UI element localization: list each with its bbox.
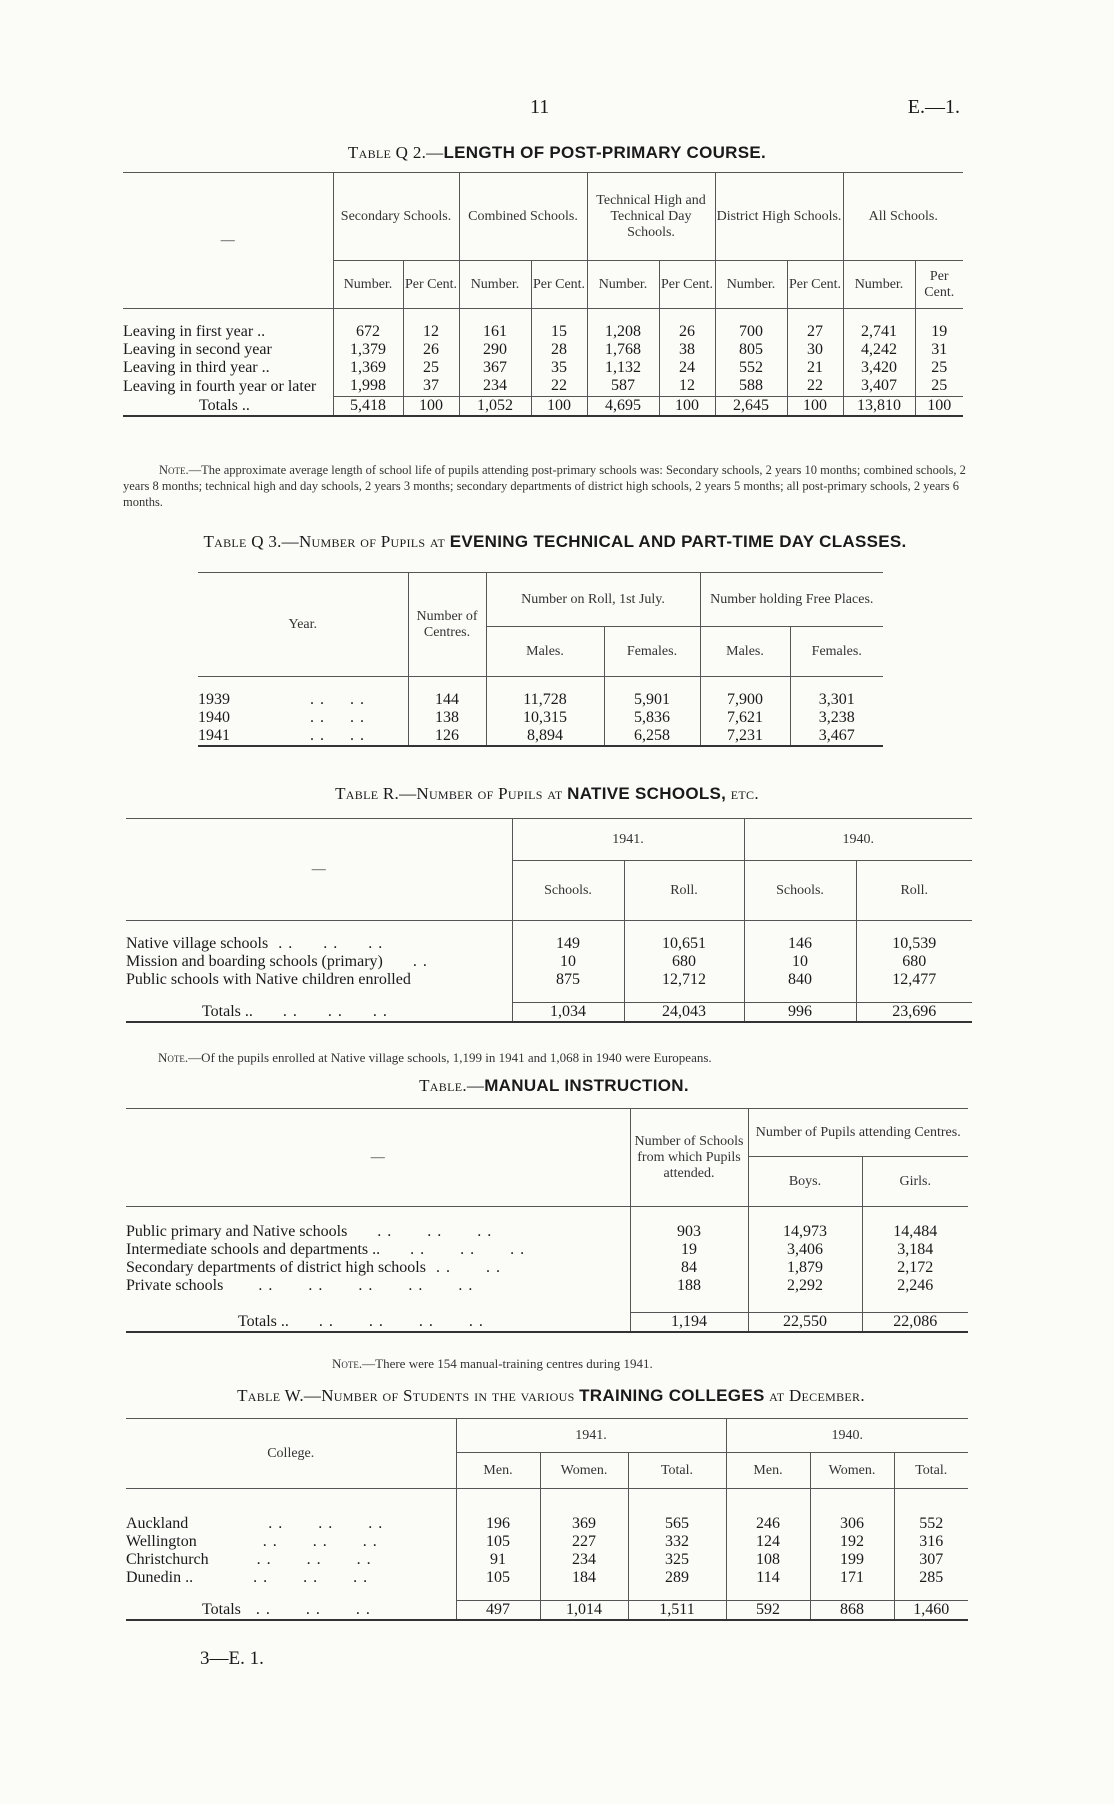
table-row: Leaving in second year 1,379 26 290 28 1,768 38 805 30 4,242 31 [123,341,963,359]
table-row: 1941 . . . . 126 8,894 6,258 7,231 3,467 [198,727,883,746]
page-number: 11 [530,96,550,118]
table-row: Public schools with Native children enrolled 875 12,712 840 12,477 [126,971,972,989]
table-q2-title: Table Q 2.—LENGTH OF POST-PRIMARY COURSE. [347,143,767,162]
table-row: Leaving in first year .. 672 12 161 15 1,208 26 700 27 2,741 19 [123,323,963,341]
w-college-header: College. [126,1419,456,1489]
table-row: Wellington . . . . . . 105 227 332 124 192 316 [126,1533,968,1551]
table-row: Mission and boarding schools (primary) . . 10 680 10 680 [126,953,972,971]
table-row: Intermediate schools and departments .. . . . . . . 19 3,406 3,184 [126,1241,968,1259]
table-row: Dunedin .. . . . . . . 105 184 289 114 171 285 [126,1569,968,1587]
q2-group-district: District High Schools. [715,173,843,261]
q2-group-combined: Combined Schools. [459,173,587,261]
table-manual: — Number of Schools from which Pupils attended. Number of Pupils attending Centres. Boys. Girls. Public primary and Native schools . . . . . . 903 14,973 14,484 Intermediate schools and departments .. . . . . . . 19 3,406 3,184 Secondary departments of district high schools . . . . 84 1,879 2,172 Private schools . . . . . . . . . . 188 2,292 2,246 Totals .. . . . . . . . . 1,194 22,550 22,086 [126,1108,968,1333]
table-r-title: Table R.—Number of Pupils at NATIVE SCHOOLS, etc. [335,784,759,803]
totals-row: Totals .. . . . . . . 1,034 24,043 996 23,696 [126,1003,972,1023]
manual-pupils-header: Number of Pupils attending Centres. [748,1109,968,1157]
page-reference: E.—1. [907,96,960,118]
table-q2 [123,172,963,417]
manual-schools-header: Number of Schools from which Pupils attended. [630,1109,748,1207]
table-row: 1939 . . . . 144 11,728 5,901 7,900 3,301 [198,691,883,709]
w-year-1941: 1941. [456,1419,726,1453]
table-w: College. 1941. 1940. Men. Women. Total. Men. Women. Total. Auckland . . . . . . 196 369 565 246 306 552 Wellington . . . . . . 105 227 332 124 192 316 Christchurch . . . . . . 91 234 325 108 199 307 Dunedin .. . . . . . . 105 184 289 114 171 285 Totals . . . . . . 497 1,014 1,511 592 868 1,460 [126,1418,968,1621]
table-row: Public primary and Native schools . . . . . . 903 14,973 14,484 [126,1223,968,1241]
table-row: 1940 . . . . 138 10,315 5,836 7,621 3,238 [198,709,883,727]
table-q3: Year. Number of Centres. Number on Roll, 1st July. Number holding Free Places. Males. Females. Males. Females. 1939 . . . . 144 11,728 5,901 7,900 3,301 1940 . . . . 138 10,315 5,836 7,621 3,238 1941 . . . . 126 8,894 6,258 7,231 3,467 [198,572,883,747]
q2-sub-percent: Per Cent. [659,261,715,309]
q2-sub-number: Number. [843,261,915,309]
table-w-title: Table W.—Number of Students in the various TRAINING COLLEGES at December. [237,1386,865,1405]
q3-roll-header: Number on Roll, 1st July. [486,573,700,627]
r-stub: — [126,819,512,921]
q2-sub-percent: Per Cent. [787,261,843,309]
w-year-1940: 1940. [726,1419,968,1453]
q2-sub-percent: Per Cent. [915,261,963,309]
q2-sub-percent: Per Cent. [531,261,587,309]
totals-row: Totals .. 5,418 100 1,052 100 4,695 100 2,645 100 13,810 100 [123,397,963,417]
q2-group-technical: Technical High and Technical Day Schools. [587,173,715,261]
table-row: Leaving in third year .. 1,369 25 367 35 1,132 24 552 21 3,420 25 [123,359,963,377]
totals-row: Totals . . . . . . 497 1,014 1,511 592 868 1,460 [126,1601,968,1621]
q2-sub-percent: Per Cent. [403,261,459,309]
q3-year-header: Year. [198,573,408,677]
table-r: — 1941. 1940. Schools. Roll. Schools. Roll. Native village schools . . . . . . 149 10,651 146 10,539 Mission and boarding schools (primary) . . 10 680 10 680 Public schools with Native children enrolled 875 12,712 840 12,477 Totals .. . . . . . . 1,034 24,043 996 23,696 [126,818,972,1023]
q2-sub-number: Number. [459,261,531,309]
q2-group-all: All Schools. [843,173,963,261]
q2-sub-number: Number. [715,261,787,309]
r-year-1940: 1940. [744,819,972,861]
q2-stub: — [123,173,333,309]
table-row: Private schools . . . . . . . . . . 188 2,292 2,246 [126,1277,968,1295]
manual-note: Note.—There were 154 manual-training centres during 1941. [332,1356,653,1371]
q3-centres-header: Number of Centres. [408,573,486,677]
manual-stub: — [126,1109,630,1207]
table-q3-title: Table Q 3.—Number of Pupils at EVENING TECHNICAL AND PART-TIME DAY CLASSES. [203,532,907,551]
table-row: Christchurch . . . . . . 91 234 325 108 199 307 [126,1551,968,1569]
table-row: Auckland . . . . . . 196 369 565 246 306 552 [126,1515,968,1533]
r-year-1941: 1941. [512,819,744,861]
table-row: Secondary departments of district high schools . . . . 84 1,879 2,172 [126,1259,968,1277]
r-note: Note.—Of the pupils enrolled at Native village schools, 1,199 in 1941 and 1,068 in 1940 were Europeans. [158,1050,712,1065]
q2-sub-number: Number. [587,261,659,309]
q2-group-secondary: Secondary Schools. [333,173,459,261]
table-row: Leaving in fourth year or later 1,998 37 234 22 587 12 588 22 3,407 25 [123,377,963,397]
table-manual-title: Table.—MANUAL INSTRUCTION. [419,1076,689,1095]
q2-sub-number: Number. [333,261,403,309]
table-row: Native village schools . . . . . . 149 10,651 146 10,539 [126,935,972,953]
page-footer: 3—E. 1. [200,1648,264,1669]
q2-note: Note.—The approximate average length of school life of pupils attending post-primary schools was: Secondary schools, 2 years 10 months; combined schools, 2 years 8 months; technical high and day schools, 2 years 3 months; secondary departments of district high schools, 2 years 5 months; all post-primary schools, 2 years 6 months. [123,463,966,509]
totals-row: Totals .. . . . . . . . . 1,194 22,550 22,086 [126,1313,968,1333]
q3-free-header: Number holding Free Places. [700,573,883,627]
